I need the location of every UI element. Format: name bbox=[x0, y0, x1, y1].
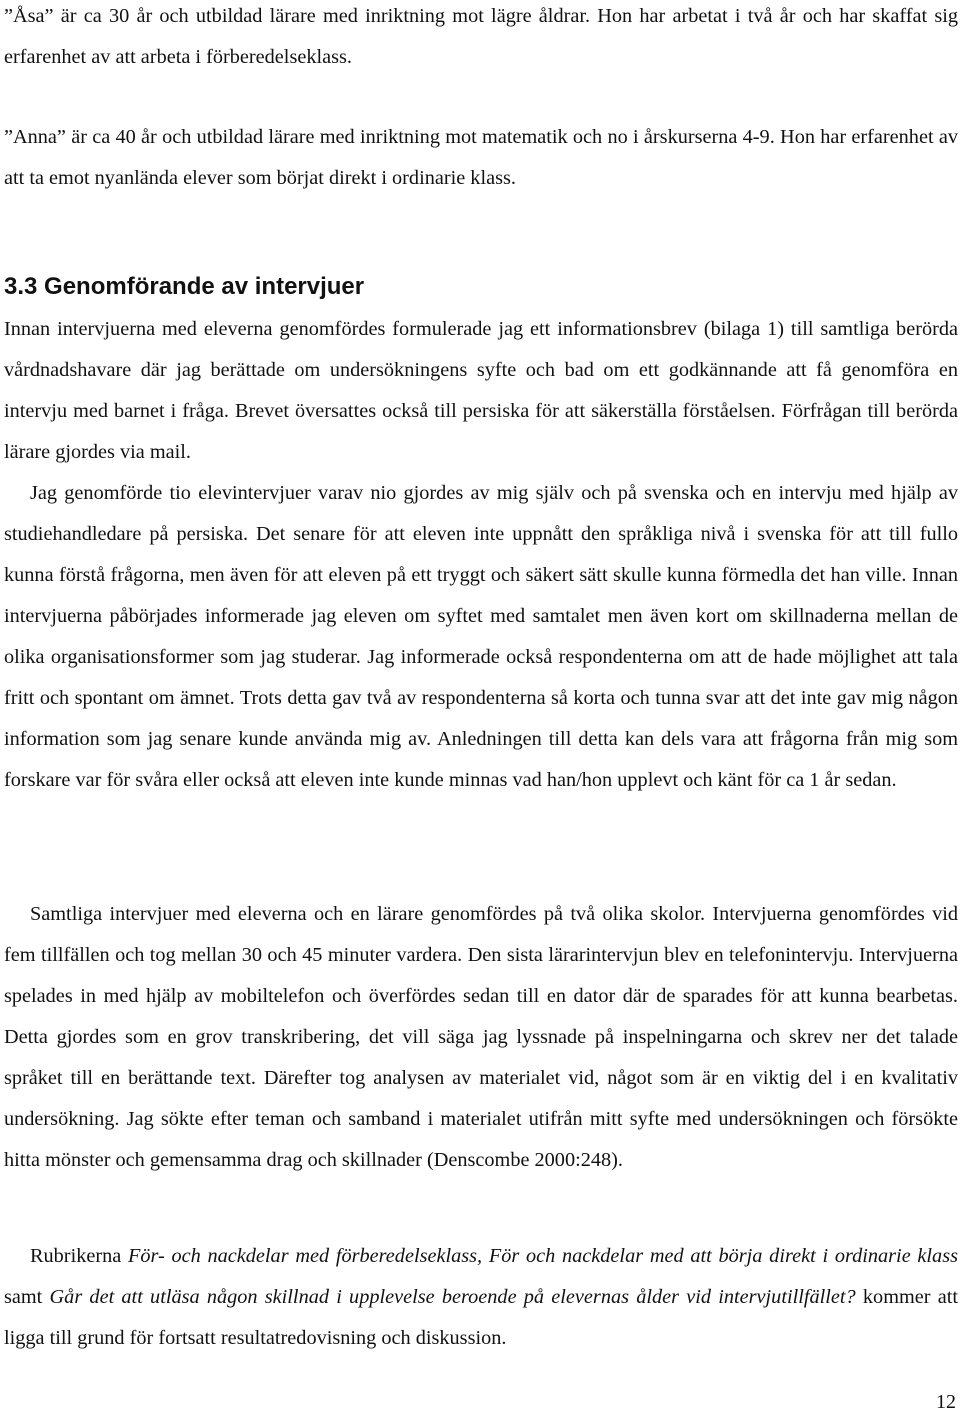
headings-lead: Rubrikerna bbox=[30, 1245, 122, 1267]
heading-title-2: Går det att utläsa någon skillnad i upplevelse beroende på elevernas ålder vid intervjutillfället? bbox=[49, 1286, 856, 1308]
intro-anna-paragraph bbox=[4, 117, 958, 199]
procedure-paragraph-3-text: Samtliga intervjuer med eleverna och en lärare genomfördes på två olika skolor. Intervjuerna genomfördes vid fem tillfällen och tog mellan 30 och 45 minuter vardera. Den sista lärarintervjun blev en telefonintervju. Intervjuerna spelades in med hjälp av mobiltelefon och överfördes sedan till en dator där de sparades för att kunna bearbetas. Detta gjordes som en grov transkribering, det vill säga jag lyssnade på inspelningarna och skrev ner det talade språket till en berättande text. Därefter tog analysen av materialet vid, något som är en viktig del i en kvalitativ undersökning. Jag sökte efter teman och samband i materialet utifrån mitt syfte med undersökningen och försökte hitta mönster och gemensamma drag och skillnader (Denscombe 2000:248). bbox=[4, 903, 958, 1171]
procedure-paragraph-2-text: Jag genomförde tio elevintervjuer varav nio gjordes av mig själv och på svenska och en intervju med hjälp av studiehandledare på persiska. Det senare för att eleven inte uppnått den språkliga nivå i svenska för att till fullo kunna förstå frågorna, men även för att eleven på ett tryggt och säkert sätt skulle kunna förmedla det han ville. Innan intervjuerna påbörjades informerade jag eleven om syftet med samtalet men även kort om skillnaderna mellan de olika organisationsformer som jag studerar. Jag informerade också respondenterna om att de hade möjlighet att tala fritt och spontant om ämnet. Trots detta gav två av respondenterna så korta och tunna svar att det inte gav mig någon information som jag senare kunde använda mig av. Anledningen till detta kan dels vara att frågorna från mig som forskare var för svåra eller också att eleven inte kunde minnas vad han/hon upplevt och känt för ca 1 år sedan. bbox=[4, 482, 958, 791]
procedure-paragraph-1-text: Innan intervjuerna med eleverna genomfördes formulerade jag ett informationsbrev (bilaga 1) till samtliga berörda vårdnadshavare där jag berättade om undersökningens syfte och bad om ett godkännande att få genomföra en intervju med barnet i fråga. Brevet översattes också till persiska för att säkerställa förståelsen. Förfrågan till berörda lärare gjordes via mail. bbox=[4, 318, 958, 463]
page-number: 12 bbox=[936, 1391, 956, 1413]
intro-anna-text: ”Anna” är ca 40 år och utbildad lärare med inriktning mot matematik och no i årskurserna 4-9. Hon har erfarenhet av att ta emot nyanlända elever som börjat direkt i ordinarie klass. bbox=[4, 126, 958, 189]
heading-title-1: För- och nackdelar med förberedelseklass, För och nackdelar med att börja direkt i ordinarie klass bbox=[127, 1245, 958, 1267]
intro-asa-paragraph bbox=[4, 0, 958, 78]
procedure-paragraph-3 bbox=[4, 894, 958, 1181]
procedure-paragraph-2 bbox=[4, 473, 958, 801]
headings-paragraph bbox=[4, 1236, 958, 1359]
headings-tail: kommer att ligga till grund för fortsatt resultatredovisning och diskussion. bbox=[4, 1286, 958, 1349]
procedure-paragraph-1 bbox=[4, 309, 958, 473]
section-heading: 3.3 Genomförande av intervjuer bbox=[4, 273, 365, 300]
headings-mid: samt bbox=[4, 1286, 43, 1308]
intro-asa-text: ”Åsa” är ca 30 år och utbildad lärare med inriktning mot lägre åldrar. Hon har arbetat i två år och har skaffat sig erfarenhet av att arbeta i förberedelseklass. bbox=[4, 5, 958, 68]
